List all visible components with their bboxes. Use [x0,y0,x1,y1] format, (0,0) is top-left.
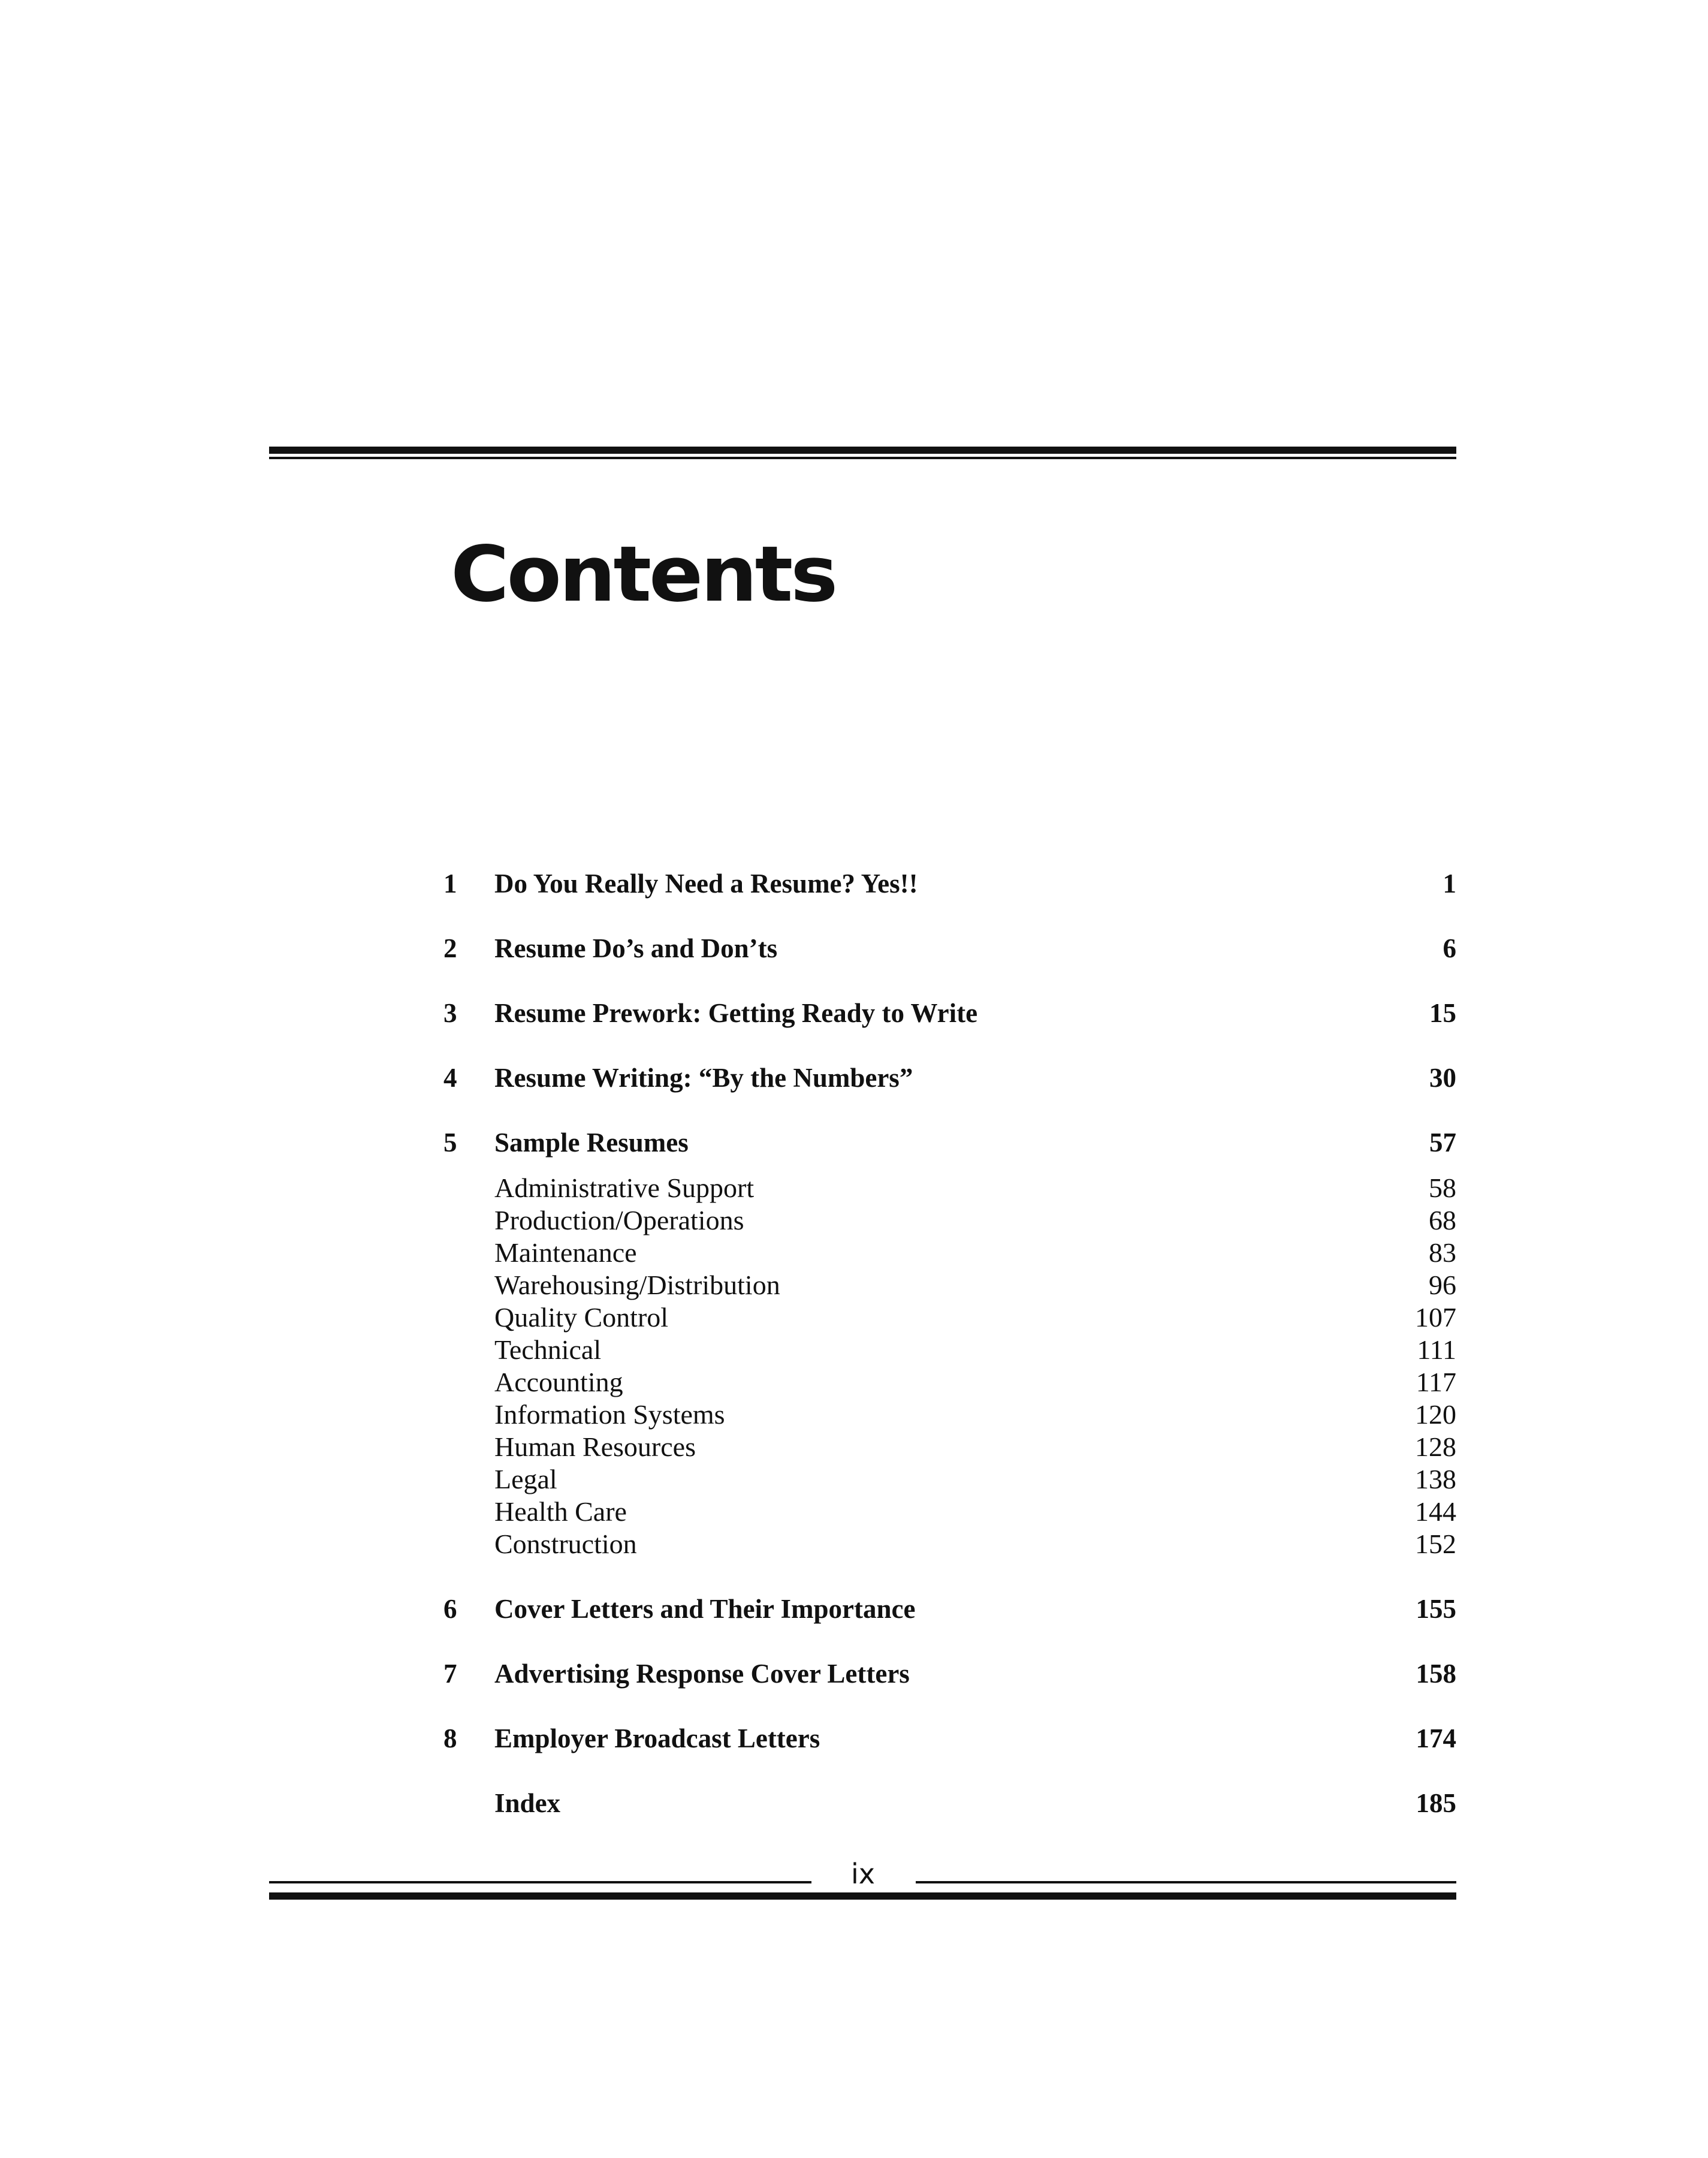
toc-entry-chapter-5 [443,1125,1456,1161]
subentry-title: Construction [494,1529,637,1559]
chapter-number: 1 [443,869,457,899]
footer-rule-left [269,1881,811,1883]
chapter-number: 4 [443,1063,457,1093]
chapter-number: 5 [443,1128,457,1158]
toc-entry-chapter-1 [443,866,1456,902]
page-number: 83 [1429,1237,1456,1268]
page-number: 138 [1415,1464,1456,1494]
toc-subentry [443,1526,1456,1562]
subentry-title: Human Resources [494,1431,696,1462]
page-number: 117 [1416,1367,1456,1397]
page-number: 111 [1417,1334,1456,1365]
page-number: 158 [1416,1659,1456,1689]
toc-entry-chapter-4 [443,1060,1456,1096]
subentry-title: Accounting [494,1367,623,1397]
chapter-title: Sample Resumes [494,1128,689,1158]
page-number: 30 [1429,1063,1456,1093]
toc-entry-chapter-7 [443,1656,1456,1692]
chapter-title: Resume Do’s and Don’ts [494,933,778,963]
subentry-title: Administrative Support [494,1173,755,1203]
page-number: 6 [1443,933,1456,963]
top-rule-thin [269,457,1456,459]
footer-rule-thick [269,1892,1456,1900]
page-number: 107 [1415,1302,1456,1333]
toc-entry-chapter-2 [443,930,1456,966]
toc-subentry [443,1461,1456,1497]
toc-entry-index [443,1785,1456,1821]
page-number: 15 [1429,998,1456,1028]
subentry-title: Warehousing/Distribution [494,1270,780,1300]
chapter-number: 6 [443,1594,457,1624]
toc-entry-chapter-3 [443,995,1456,1031]
toc-subentry [443,1267,1456,1303]
subentry-title: Information Systems [494,1399,725,1430]
chapter-title: Resume Writing: “By the Numbers” [494,1063,913,1093]
page-number: 185 [1416,1788,1456,1818]
toc-subentry [443,1235,1456,1271]
page-title: Contents [451,530,836,619]
footer-rule-right [916,1881,1456,1883]
page-number: 1 [1443,869,1456,899]
chapter-number: 7 [443,1659,457,1689]
subentry-title: Maintenance [494,1237,637,1268]
folio-page-number: ix [850,1858,875,1890]
page-number: 96 [1429,1270,1456,1300]
page-number: 128 [1415,1431,1456,1462]
chapter-title: Cover Letters and Their Importance [494,1594,916,1624]
chapter-number: 2 [443,933,457,963]
toc-subentry [443,1397,1456,1433]
chapter-title: Employer Broadcast Letters [494,1723,820,1753]
toc-entry-chapter-8 [443,1720,1456,1756]
page-number: 120 [1415,1399,1456,1430]
chapter-title: Resume Prework: Getting Ready to Write [494,998,978,1028]
subentry-title: Technical [494,1334,602,1365]
toc-subentry [443,1332,1456,1368]
toc-subentry [443,1494,1456,1530]
chapter-title: Do You Really Need a Resume? Yes!! [494,869,918,899]
page-number: 144 [1415,1496,1456,1527]
toc-entry-chapter-6 [443,1591,1456,1627]
subentry-title: Production/Operations [494,1205,744,1235]
chapter-number: 8 [443,1723,457,1753]
subentry-title: Legal [494,1464,557,1494]
page-number: 58 [1429,1173,1456,1203]
top-rule-thick [269,447,1456,454]
page-number: 57 [1429,1128,1456,1158]
page-number: 68 [1429,1205,1456,1235]
subentry-title: Quality Control [494,1302,669,1333]
page-number: 155 [1416,1594,1456,1624]
chapter-title: Advertising Response Cover Letters [494,1659,910,1689]
page-number: 174 [1416,1723,1456,1753]
toc-subentry [443,1364,1456,1400]
toc-subentry [443,1300,1456,1336]
toc-subentry [443,1429,1456,1465]
page-number: 152 [1415,1529,1456,1559]
chapter-number: 3 [443,998,457,1028]
toc-subentry [443,1202,1456,1238]
toc-subentry [443,1170,1456,1206]
index-title: Index [494,1788,561,1818]
subentry-title: Health Care [494,1496,627,1527]
